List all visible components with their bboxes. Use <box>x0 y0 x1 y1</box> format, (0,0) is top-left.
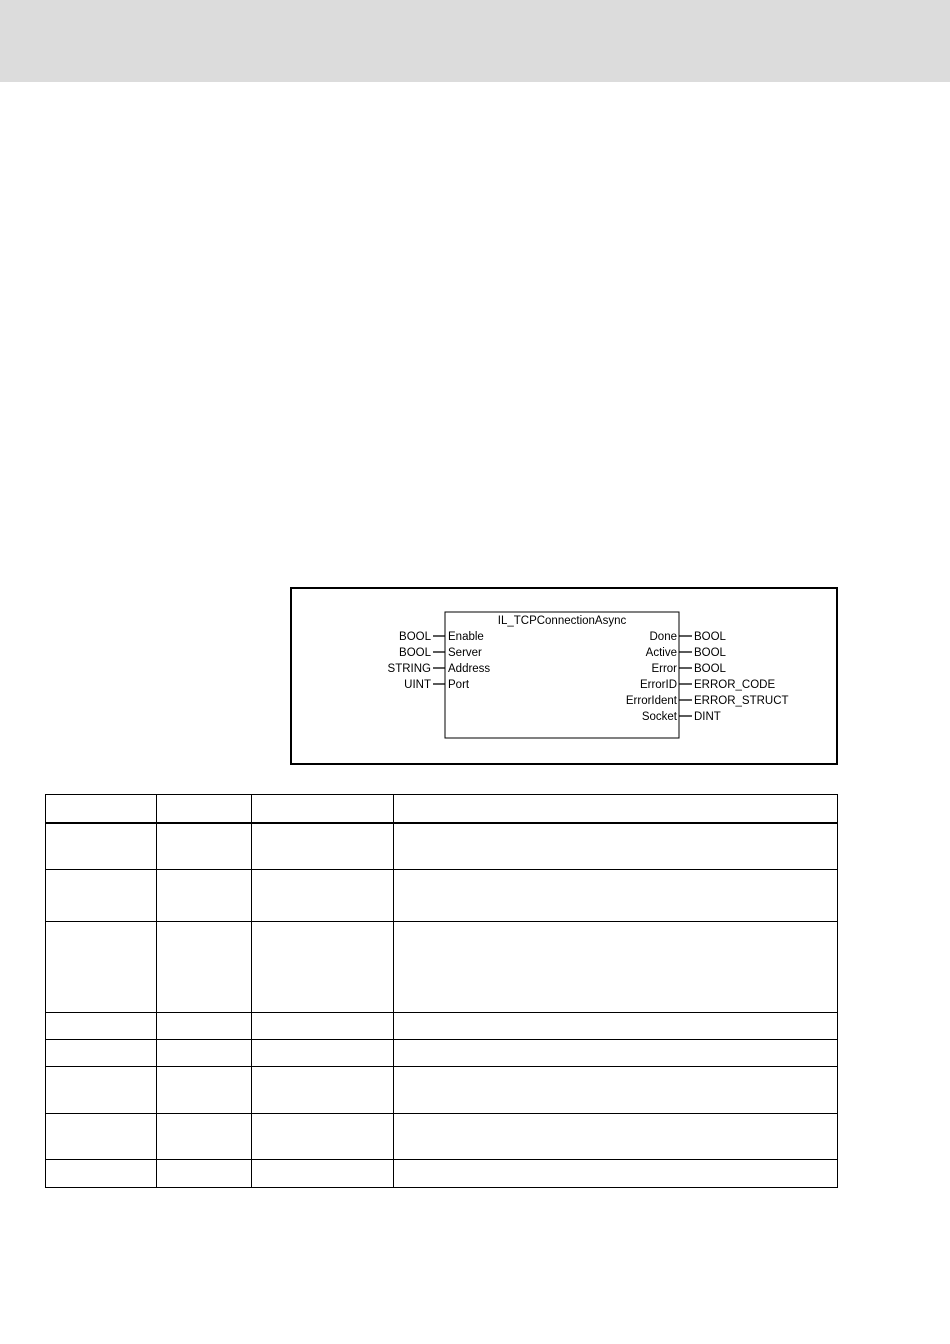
output-type: BOOL <box>694 647 726 659</box>
table-cell <box>157 1159 252 1187</box>
table-cell <box>394 1039 838 1066</box>
table-row <box>46 823 838 869</box>
table-cell <box>252 1039 394 1066</box>
table-cell <box>252 921 394 1012</box>
table-cell <box>157 1012 252 1039</box>
output-name: Done <box>649 631 677 643</box>
output-name: Active <box>645 647 677 659</box>
table-row <box>46 1066 838 1113</box>
table-cell <box>46 1159 157 1187</box>
table-cell <box>46 1113 157 1159</box>
table-cell <box>252 1159 394 1187</box>
function-block-name: IL_TCPConnectionAsync <box>497 615 627 627</box>
table-cell <box>157 1066 252 1113</box>
table-cell <box>157 921 252 1012</box>
output-type: DINT <box>694 711 721 723</box>
parameter-table <box>45 794 838 1188</box>
table-cell <box>252 1113 394 1159</box>
table-cell <box>394 1066 838 1113</box>
input-pin-enable <box>399 631 484 643</box>
output-name: ErrorID <box>639 679 677 691</box>
table-cell <box>46 1039 157 1066</box>
table-row <box>46 1039 838 1066</box>
table-cell <box>394 921 838 1012</box>
output-name: ErrorIdent <box>625 695 677 707</box>
input-name: Port <box>448 679 470 691</box>
input-pin-port <box>404 679 470 691</box>
table-row <box>46 1113 838 1159</box>
table-cell <box>46 869 157 921</box>
output-type: ERROR_STRUCT <box>694 695 789 707</box>
table-cell <box>394 1159 838 1187</box>
input-type: STRING <box>387 663 431 675</box>
output-type: BOOL <box>694 663 726 675</box>
input-pin-server <box>399 647 482 659</box>
table-row <box>46 869 838 921</box>
input-pin-address <box>388 663 491 675</box>
output-pin-error <box>651 663 726 675</box>
table-cell <box>46 921 157 1012</box>
input-name: Address <box>448 663 491 675</box>
table-header-cell <box>394 795 838 824</box>
table-cell <box>252 1066 394 1113</box>
function-block-svg <box>292 589 836 763</box>
table-header-cell <box>157 795 252 824</box>
table-header-cell <box>252 795 394 824</box>
table-cell <box>394 1012 838 1039</box>
output-pin-done <box>650 631 727 643</box>
output-name: Socket <box>641 711 677 723</box>
input-type: UINT <box>404 679 431 691</box>
table-cell <box>157 1113 252 1159</box>
table-header-row <box>46 795 838 824</box>
table-cell <box>157 823 252 869</box>
table-row <box>46 921 838 1012</box>
table-row <box>46 1012 838 1039</box>
output-type: BOOL <box>694 631 726 643</box>
input-name: Server <box>448 647 482 659</box>
table-cell <box>394 869 838 921</box>
output-pin-errorid <box>640 679 776 691</box>
output-name: Error <box>651 663 677 675</box>
table-row <box>46 1159 838 1187</box>
table-cell <box>46 1012 157 1039</box>
output-pin-active <box>646 647 727 659</box>
table-cell <box>252 869 394 921</box>
input-type: BOOL <box>399 631 431 643</box>
table-cell <box>157 1039 252 1066</box>
table-cell <box>394 823 838 869</box>
output-pin-errorident <box>626 695 789 707</box>
table-cell <box>46 823 157 869</box>
table-cell <box>46 1066 157 1113</box>
input-name: Enable <box>448 631 484 643</box>
input-type: BOOL <box>399 647 431 659</box>
output-type: ERROR_CODE <box>694 679 776 691</box>
table-header-cell <box>46 795 157 824</box>
function-block-diagram <box>290 587 838 765</box>
table-cell <box>394 1113 838 1159</box>
table-cell <box>252 1012 394 1039</box>
page-header-band <box>0 0 950 82</box>
table-cell <box>157 869 252 921</box>
table-cell <box>252 823 394 869</box>
output-pin-socket <box>642 711 721 723</box>
